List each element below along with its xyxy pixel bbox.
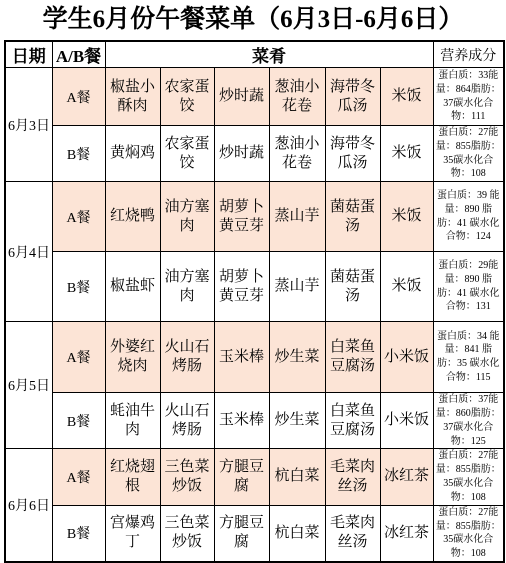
menu-table (4, 40, 505, 563)
dish-cell: 胡萝卜黄豆芽 (214, 182, 269, 252)
dish-cell: 炒时蔬 (214, 68, 269, 126)
dish-cell: 椒盐虾 (105, 252, 160, 322)
dish-cell: 炒生菜 (269, 322, 325, 393)
dish-cell: 火山石烤肠 (160, 322, 214, 393)
dish-cell: 毛菜肉丝汤 (325, 449, 380, 505)
dish-cell: 米饭 (380, 126, 433, 182)
meal-label: A餐 (52, 182, 105, 252)
nutrition-cell: 蛋白质：33能量：864脂肪：37碳水化合物：111 (433, 68, 504, 126)
dish-cell: 蒸山芋 (269, 252, 325, 322)
dish-cell: 冰红茶 (380, 449, 433, 505)
dish-cell: 葱油小花卷 (269, 68, 325, 126)
nutrition-cell: 蛋白质：34 能量：841 脂肪：35 碳水化合物：115 (433, 322, 504, 393)
dish-cell: 葱油小花卷 (269, 126, 325, 182)
dish-cell: 冰红茶 (380, 505, 433, 562)
dish-cell: 炒时蔬 (214, 126, 269, 182)
dish-cell: 三色菜炒饭 (160, 505, 214, 562)
dish-cell: 小米饭 (380, 393, 433, 449)
meal-label: A餐 (52, 68, 105, 126)
dish-cell: 蚝油牛肉 (105, 393, 160, 449)
table-row (5, 126, 504, 182)
dish-cell: 毛菜肉丝汤 (325, 505, 380, 562)
meal-label: B餐 (52, 252, 105, 322)
dish-cell: 杭白菜 (269, 449, 325, 505)
header-date: 日期 (5, 41, 52, 68)
table-row (5, 182, 504, 252)
dish-cell: 小米饭 (380, 322, 433, 393)
dish-cell: 农家蛋饺 (160, 68, 214, 126)
dish-cell: 米饭 (380, 182, 433, 252)
table-row (5, 449, 504, 505)
dish-cell: 杭白菜 (269, 505, 325, 562)
dish-cell: 胡萝卜黄豆芽 (214, 252, 269, 322)
dish-cell: 火山石烤肠 (160, 393, 214, 449)
dish-cell: 米饭 (380, 252, 433, 322)
meal-label: B餐 (52, 393, 105, 449)
header-meal: A/B餐 (52, 41, 105, 68)
date-cell: 6月3日 (5, 68, 52, 182)
nutrition-cell: 蛋白质：27能量：855脂肪：35碳水化合物：108 (433, 126, 504, 182)
meal-label: A餐 (52, 449, 105, 505)
dish-cell: 农家蛋饺 (160, 126, 214, 182)
dish-cell: 菌菇蛋汤 (325, 252, 380, 322)
nutrition-cell: 蛋白质：39 能量：890 脂肪：41 碳水化合物：124 (433, 182, 504, 252)
dish-cell: 红烧鸭 (105, 182, 160, 252)
dish-cell: 玉米棒 (214, 393, 269, 449)
nutrition-cell: 蛋白质：29能量：890 脂肪：41 碳水化合物：131 (433, 252, 504, 322)
date-cell: 6月4日 (5, 182, 52, 322)
meal-label: A餐 (52, 322, 105, 393)
dish-cell: 玉米棒 (214, 322, 269, 393)
nutrition-cell: 蛋白质：27能量：855脂肪：35碳水化合物：108 (433, 505, 504, 562)
page-title: 学生6月份午餐菜单（6月3日-6月6日） (42, 6, 464, 33)
table-row (5, 505, 504, 562)
date-cell: 6月6日 (5, 449, 52, 562)
table-row (5, 393, 504, 449)
header-dishes: 菜肴 (105, 41, 433, 68)
meal-label: B餐 (52, 505, 105, 562)
meal-label: B餐 (52, 126, 105, 182)
table-row (5, 68, 504, 126)
dish-cell: 蒸山芋 (269, 182, 325, 252)
dish-cell: 白菜鱼豆腐汤 (325, 322, 380, 393)
date-cell: 6月5日 (5, 322, 52, 449)
dish-cell: 油方塞肉 (160, 182, 214, 252)
header-row (5, 41, 504, 68)
dish-cell: 外婆红烧肉 (105, 322, 160, 393)
dish-cell: 三色菜炒饭 (160, 449, 214, 505)
dish-cell: 椒盐小酥肉 (105, 68, 160, 126)
dish-cell: 白菜鱼豆腐汤 (325, 393, 380, 449)
dish-cell: 方腿豆腐 (214, 449, 269, 505)
dish-cell: 海带冬瓜汤 (325, 126, 380, 182)
header-nutrition: 营养成分 (433, 41, 504, 68)
dish-cell: 方腿豆腐 (214, 505, 269, 562)
table-row (5, 252, 504, 322)
table-row (5, 322, 504, 393)
dish-cell: 炒生菜 (269, 393, 325, 449)
dish-cell: 米饭 (380, 68, 433, 126)
nutrition-cell: 蛋白质：37能量：860脂肪：37碳水化合物：125 (433, 393, 504, 449)
dish-cell: 黄焖鸡 (105, 126, 160, 182)
dish-cell: 宫爆鸡丁 (105, 505, 160, 562)
dish-cell: 油方塞肉 (160, 252, 214, 322)
nutrition-cell: 蛋白质：27能量：855脂肪：35碳水化合物：108 (433, 449, 504, 505)
dish-cell: 海带冬瓜汤 (325, 68, 380, 126)
dish-cell: 菌菇蛋汤 (325, 182, 380, 252)
dish-cell: 红烧翅根 (105, 449, 160, 505)
